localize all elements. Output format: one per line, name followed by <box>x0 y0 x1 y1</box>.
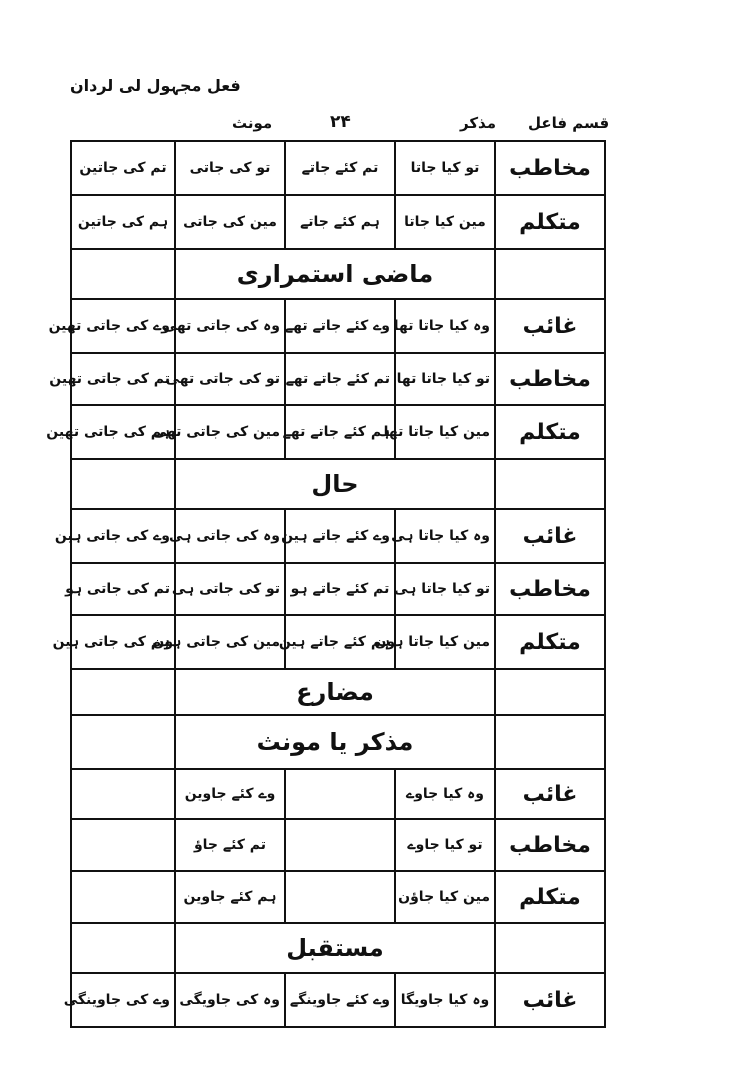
table-row <box>71 405 605 459</box>
fem-singular-cell: ہم کئے جاوین <box>175 871 285 923</box>
masc-plural-cell: ہم کئے جاتے <box>285 195 395 249</box>
table-row <box>71 871 605 923</box>
empty-cell <box>71 249 175 299</box>
empty-cell <box>71 769 175 819</box>
table-row <box>71 141 605 195</box>
masc-singular-cell: وہ کیا جاویگا <box>395 973 495 1027</box>
fem-plural-cell: ہم کی جاتی تھین <box>71 405 175 459</box>
empty-cell <box>71 669 175 715</box>
person-cell: متکلم <box>495 871 605 923</box>
empty-cell <box>71 819 175 871</box>
table-row <box>71 615 605 669</box>
person-cell: غائب <box>495 769 605 819</box>
column-header-masculine: مذکر <box>460 114 497 132</box>
masc-plural-cell: وے کئے جاوینگے <box>285 973 395 1027</box>
fem-singular-cell: وہ کی جاتی ہی <box>175 509 285 563</box>
column-header-kind: قسم فاعل <box>528 114 610 132</box>
column-header-feminine: مونث <box>232 114 273 132</box>
masc-singular-cell: تو کیا جاتا <box>395 141 495 195</box>
section-row <box>71 249 605 299</box>
section-heading: حال <box>175 459 495 509</box>
section-heading: مذکر یا مونث <box>175 715 495 769</box>
page-number: ۲۴ <box>330 112 351 132</box>
person-cell: مخاطب <box>495 563 605 615</box>
fem-plural-cell: تم کی جاتین <box>71 141 175 195</box>
person-cell-empty <box>495 715 605 769</box>
fem-singular-cell: مین کی جاتی ہون <box>175 615 285 669</box>
empty-cell <box>285 871 395 923</box>
person-cell: غائب <box>495 299 605 353</box>
table-row <box>71 819 605 871</box>
fem-plural-cell: تم کی جاتی ہو <box>71 563 175 615</box>
empty-cell <box>285 819 395 871</box>
fem-plural-cell: ہم کی جاتی ہین <box>71 615 175 669</box>
person-cell: متکلم <box>495 405 605 459</box>
masc-plural-cell: وے کئے جاتے ہین <box>285 509 395 563</box>
section-heading: ماضی استمراری <box>175 249 495 299</box>
person-cell: مخاطب <box>495 141 605 195</box>
table-row <box>71 509 605 563</box>
empty-cell <box>71 715 175 769</box>
fem-singular-cell: وہ کی جاویگی <box>175 973 285 1027</box>
person-cell-empty <box>495 249 605 299</box>
masc-singular-cell: تو کیا جاوے <box>395 819 495 871</box>
masc-singular-cell: وہ کیا جاتا ہی <box>395 509 495 563</box>
person-cell: غائب <box>495 509 605 563</box>
empty-cell <box>71 871 175 923</box>
person-cell-empty <box>495 459 605 509</box>
section-row <box>71 459 605 509</box>
fem-singular-cell: مین کی جاتی تھی <box>175 405 285 459</box>
masc-plural-cell: تم کئے جاتے ہو <box>285 563 395 615</box>
fem-singular-cell: تم کئے جاؤ <box>175 819 285 871</box>
section-heading: مستقبل <box>175 923 495 973</box>
fem-singular-cell: تو کی جاتی تھی <box>175 353 285 405</box>
person-cell: مخاطب <box>495 353 605 405</box>
masc-singular-cell: وہ کیا جاوے <box>395 769 495 819</box>
empty-cell <box>71 923 175 973</box>
masc-plural-cell: ہم کئے جاتے تھے <box>285 405 395 459</box>
masc-plural-cell: وے کئے جاتے تھے <box>285 299 395 353</box>
person-cell: غائب <box>495 973 605 1027</box>
fem-plural-cell: وے کی جاوینگی <box>71 973 175 1027</box>
fem-singular-cell: وہ کی جاتی تھی <box>175 299 285 353</box>
section-row <box>71 923 605 973</box>
table-row <box>71 973 605 1027</box>
fem-singular-cell: تو کی جاتی ہی <box>175 563 285 615</box>
section-heading: مضارع <box>175 669 495 715</box>
empty-cell <box>285 769 395 819</box>
masc-singular-cell: وہ کیا جاتا تھا <box>395 299 495 353</box>
section-row <box>71 715 605 769</box>
fem-plural-cell: تم کی جاتی تھین <box>71 353 175 405</box>
table-row <box>71 563 605 615</box>
fem-singular-cell: مین کی جاتی <box>175 195 285 249</box>
table-row <box>71 353 605 405</box>
table-row <box>71 195 605 249</box>
masc-singular-cell: تو کیا جاتا تھا <box>395 353 495 405</box>
empty-cell <box>71 459 175 509</box>
fem-singular-cell: وے کئے جاوین <box>175 769 285 819</box>
person-cell-empty <box>495 923 605 973</box>
masc-singular-cell: تو کیا جاتا ہی <box>395 563 495 615</box>
person-cell: مخاطب <box>495 819 605 871</box>
person-cell: متکلم <box>495 195 605 249</box>
masc-singular-cell: مین کیا جاتا ہون <box>395 615 495 669</box>
table-row <box>71 299 605 353</box>
fem-plural-cell: وے کی جاتی تھین <box>71 299 175 353</box>
fem-plural-cell: وے کی جاتی ہین <box>71 509 175 563</box>
person-cell-empty <box>495 669 605 715</box>
masc-plural-cell: تم کئے جاتے تھے <box>285 353 395 405</box>
masc-singular-cell: مین کیا جاتا <box>395 195 495 249</box>
person-cell: متکلم <box>495 615 605 669</box>
page-heading: فعل مجہول لی لردان <box>70 76 241 95</box>
masc-plural-cell: تم کئے جاتے <box>285 141 395 195</box>
conjugation-table <box>46 140 606 1028</box>
fem-plural-cell: ہم کی جاتین <box>71 195 175 249</box>
table-row <box>71 769 605 819</box>
masc-plural-cell: ہم کئے جاتے ہین <box>285 615 395 669</box>
masc-singular-cell: مین کیا جاتا تھا <box>395 405 495 459</box>
fem-singular-cell: تو کی جاتی <box>175 141 285 195</box>
section-row <box>71 669 605 715</box>
masc-singular-cell: مین کیا جاؤن <box>395 871 495 923</box>
